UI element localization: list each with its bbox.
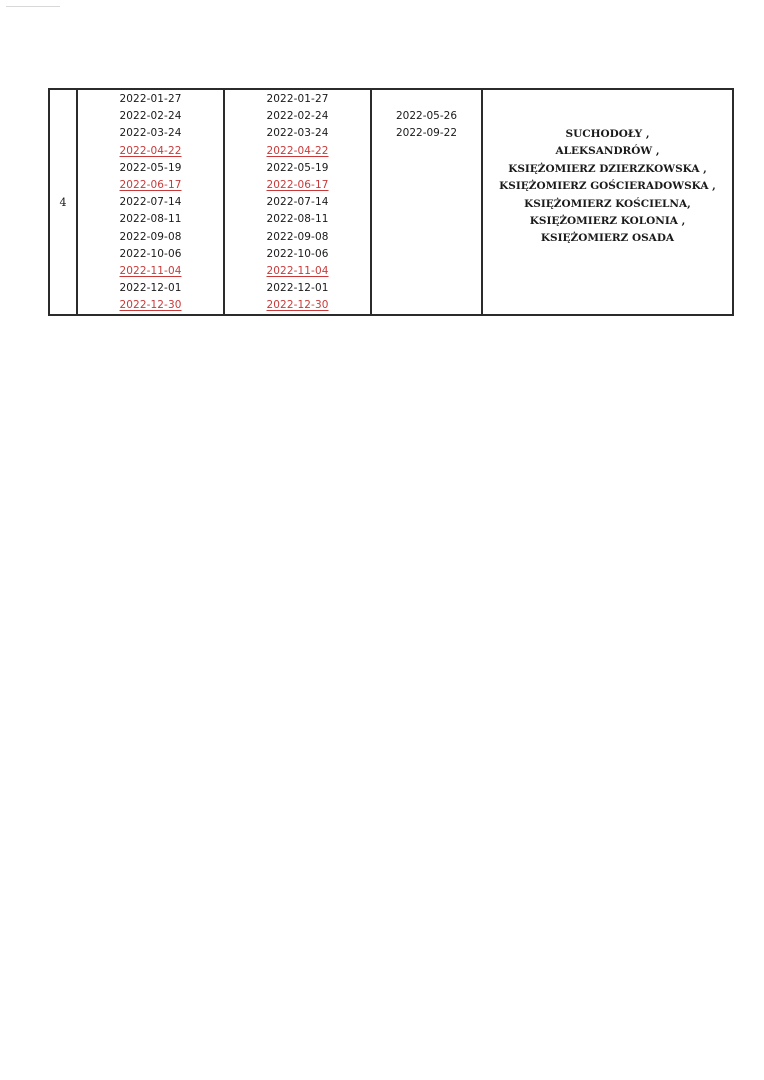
locality-name: KSIĘŻOMIERZ KOLONIA , [529, 215, 686, 228]
date-item-b: 2022-08-11 [266, 213, 329, 226]
date-item-b: 2022-01-27 [266, 93, 329, 105]
locality-name: KSIĘŻOMIERZ KOŚCIELNA, [524, 197, 691, 210]
date-item-b: 2022-12-01 [266, 282, 329, 295]
date-item-c: 2022-09-22 [395, 127, 458, 140]
locality-name: KSIĘŻOMIERZ GOŚCIERADOWSKA , [499, 180, 716, 193]
date-item-a: 2022-01-27 [119, 93, 182, 105]
dates-column-c-cell [371, 89, 482, 315]
row-number-cell [49, 89, 77, 315]
date-item-a: 2022-08-11 [119, 213, 182, 226]
localities-list [483, 90, 732, 248]
date-item-a: 2022-09-08 [119, 230, 182, 243]
date-item-b: 2022-03-24 [266, 127, 329, 140]
dates-column-c [372, 90, 481, 142]
table-row [49, 89, 733, 315]
date-item-b: 2022-11-04 [266, 264, 329, 277]
date-item-a: 2022-04-22 [119, 144, 182, 157]
date-item-a: 2022-07-14 [119, 196, 182, 209]
collection-schedule-table [48, 88, 734, 316]
date-item-b: 2022-09-08 [266, 230, 329, 243]
date-item-a: 2022-02-24 [119, 110, 182, 123]
dates-column-b [225, 90, 370, 314]
date-item-b: 2022-04-22 [266, 144, 329, 157]
locality-name: ALEKSANDRÓW , [555, 145, 660, 158]
date-item-a: 2022-11-04 [119, 264, 182, 277]
scan-artifact-line [6, 6, 60, 7]
date-item-a: 2022-03-24 [119, 127, 182, 140]
locality-name: SUCHODOŁY , [565, 128, 650, 140]
dates-column-a [78, 90, 223, 314]
dates-column-b-cell [224, 89, 371, 315]
date-item-b: 2022-06-17 [266, 178, 329, 191]
date-item-b: 2022-05-19 [266, 161, 329, 174]
localities-cell [482, 89, 733, 315]
locality-name: KSIĘŻOMIERZ OSADA [540, 232, 675, 245]
date-item-a: 2022-06-17 [119, 178, 182, 191]
date-item-b: 2022-02-24 [266, 110, 329, 123]
locality-name: KSIĘŻOMIERZ DZIERZKOWSKA , [508, 162, 707, 175]
date-item-b: 2022-07-14 [266, 196, 329, 209]
date-item-c: 2022-05-26 [395, 110, 458, 122]
date-item-a: 2022-12-30 [119, 299, 182, 312]
date-item-b: 2022-10-06 [266, 247, 329, 260]
date-item-a: 2022-12-01 [119, 282, 182, 295]
date-item-b: 2022-12-30 [266, 299, 329, 312]
dates-column-a-cell [77, 89, 224, 315]
row-number: 4 [59, 195, 67, 209]
date-item-a: 2022-10-06 [119, 247, 182, 260]
date-item-a: 2022-05-19 [119, 161, 182, 174]
